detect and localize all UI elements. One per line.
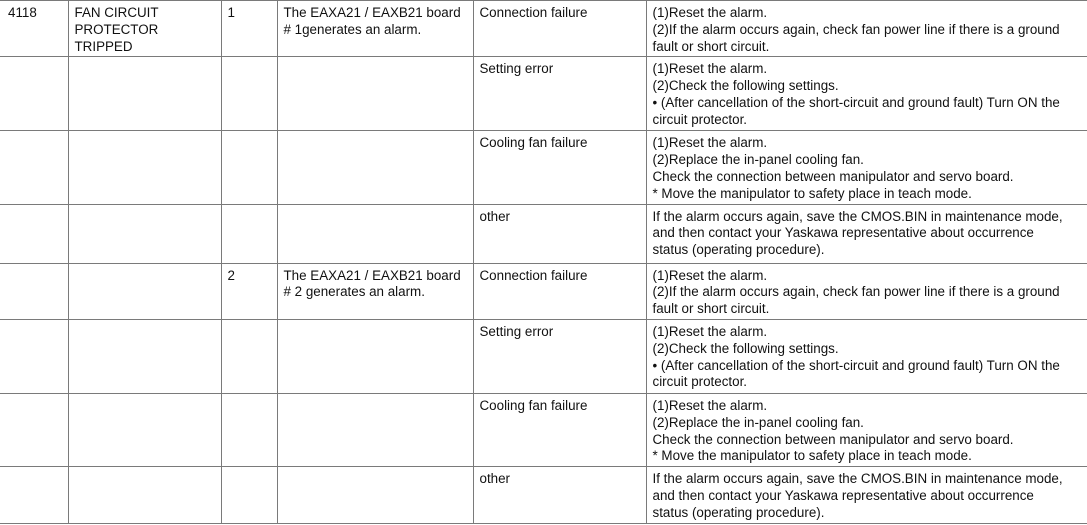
- sub-code-cell: [221, 467, 277, 523]
- remedy-line: • (After cancellation of the short-circuit and ground fault) Turn ON the: [652, 357, 1060, 373]
- remedy-line: If the alarm occurs again, save the CMOS.BIN in maintenance mode,: [652, 471, 1063, 487]
- alarm-name-cell: [68, 319, 221, 393]
- alarm-table-body: [0, 1, 1087, 524]
- remedy-line: (2)Replace the in-panel cooling fan.: [652, 152, 864, 168]
- alarm-name-cell: [68, 131, 221, 204]
- sub-code-cell: [221, 57, 277, 131]
- remedy-line: fault or short circuit.: [652, 38, 770, 54]
- meaning-cell: [277, 131, 473, 204]
- meaning-cell: [277, 1, 473, 57]
- alarm-name-cell: [68, 263, 221, 319]
- cause-cell: Connection failure: [473, 1, 646, 57]
- meaning-cell: [277, 57, 473, 131]
- remedy-line: Check the connection between manipulator and servo board.: [652, 431, 1014, 447]
- remedy-line: and then contact your Yaskawa representative about occurrence: [652, 487, 1034, 503]
- alarm-code-cell: [0, 263, 68, 319]
- remedy-line: (1)Reset the alarm.: [652, 267, 768, 283]
- remedy-cell: [646, 131, 1087, 204]
- remedy-line: (2)Check the following settings.: [652, 78, 839, 94]
- remedy-line: status (operating procedure).: [652, 504, 825, 520]
- remedy-line: fault or short circuit.: [652, 301, 770, 317]
- remedy-line: and then contact your Yaskawa representative about occurrence: [652, 225, 1034, 241]
- alarm-name-line: FAN CIRCUIT: [74, 5, 159, 20]
- remedy-line: (2)Replace the in-panel cooling fan.: [652, 414, 864, 430]
- alarm-code-cell: [0, 467, 68, 523]
- remedy-line: circuit protector.: [652, 111, 748, 127]
- cause-cell: Cooling fan failure: [473, 393, 646, 466]
- alarm-code-cell: [0, 393, 68, 466]
- alarm-name-cell: [68, 467, 221, 523]
- cause-cell: other: [473, 204, 646, 263]
- remedy-cell: [646, 57, 1087, 131]
- remedy-cell: [646, 319, 1087, 393]
- cause-cell: Cooling fan failure: [473, 131, 646, 204]
- cause-cell: other: [473, 467, 646, 523]
- remedy-line: status (operating procedure).: [652, 242, 825, 258]
- table-row: [0, 263, 1087, 319]
- remedy-line: (1)Reset the alarm.: [652, 5, 768, 20]
- table-row: [0, 131, 1087, 204]
- table-row: [0, 204, 1087, 263]
- meaning-line: # 2 generates an alarm.: [283, 284, 425, 300]
- meaning-cell: [277, 393, 473, 466]
- sub-code-cell: [221, 131, 277, 204]
- alarm-code-cell: [0, 204, 68, 263]
- remedy-line: (1)Reset the alarm.: [652, 323, 768, 339]
- sub-code-cell: [221, 204, 277, 263]
- remedy-line: If the alarm occurs again, save the CMOS.BIN in maintenance mode,: [652, 208, 1063, 224]
- meaning-cell: [277, 204, 473, 263]
- table-row: [0, 1, 1087, 57]
- remedy-cell: [646, 263, 1087, 319]
- meaning-line: The EAXA21 / EAXB21 board: [283, 267, 461, 283]
- alarm-name-line: PROTECTOR: [74, 21, 159, 37]
- meaning-cell: [277, 263, 473, 319]
- remedy-cell: [646, 393, 1087, 466]
- table-row: [0, 393, 1087, 466]
- meaning-line: The EAXA21 / EAXB21 board: [283, 5, 461, 20]
- remedy-line: (1)Reset the alarm.: [652, 135, 768, 151]
- remedy-line: * Move the manipulator to safety place in teach mode.: [652, 185, 972, 201]
- alarm-name-cell: [68, 204, 221, 263]
- sub-code-cell: [221, 319, 277, 393]
- cause-cell: Setting error: [473, 319, 646, 393]
- remedy-cell: [646, 1, 1087, 57]
- remedy-line: • (After cancellation of the short-circuit and ground fault) Turn ON the: [652, 94, 1060, 110]
- table-row: [0, 319, 1087, 393]
- remedy-line: (2)Check the following settings.: [652, 340, 839, 356]
- sub-code-cell: 2: [221, 263, 277, 319]
- remedy-line: * Move the manipulator to safety place in teach mode.: [652, 448, 972, 464]
- table-row: [0, 57, 1087, 131]
- meaning-cell: [277, 319, 473, 393]
- sub-code-cell: [221, 393, 277, 466]
- remedy-line: (1)Reset the alarm.: [652, 61, 768, 77]
- alarm-name-cell: [68, 57, 221, 131]
- cause-cell: Setting error: [473, 57, 646, 131]
- remedy-line: (1)Reset the alarm.: [652, 397, 768, 413]
- remedy-line: (2)If the alarm occurs again, check fan power line if there is a ground: [652, 21, 1060, 37]
- remedy-line: Check the connection between manipulator and servo board.: [652, 168, 1014, 184]
- alarm-code-cell: 4118: [0, 1, 68, 57]
- remedy-cell: [646, 204, 1087, 263]
- alarm-code-cell: [0, 319, 68, 393]
- sub-code-cell: 1: [221, 1, 277, 57]
- meaning-cell: [277, 467, 473, 523]
- remedy-line: circuit protector.: [652, 374, 748, 390]
- alarm-code-cell: [0, 57, 68, 131]
- alarm-name-cell: [68, 393, 221, 466]
- alarm-name-cell: [68, 1, 221, 57]
- cause-cell: Connection failure: [473, 263, 646, 319]
- alarm-name-line: TRIPPED: [74, 38, 133, 54]
- meaning-line: # 1generates an alarm.: [283, 21, 422, 37]
- remedy-line: (2)If the alarm occurs again, check fan power line if there is a ground: [652, 284, 1060, 300]
- alarm-code-cell: [0, 131, 68, 204]
- remedy-cell: [646, 467, 1087, 523]
- table-row: [0, 467, 1087, 523]
